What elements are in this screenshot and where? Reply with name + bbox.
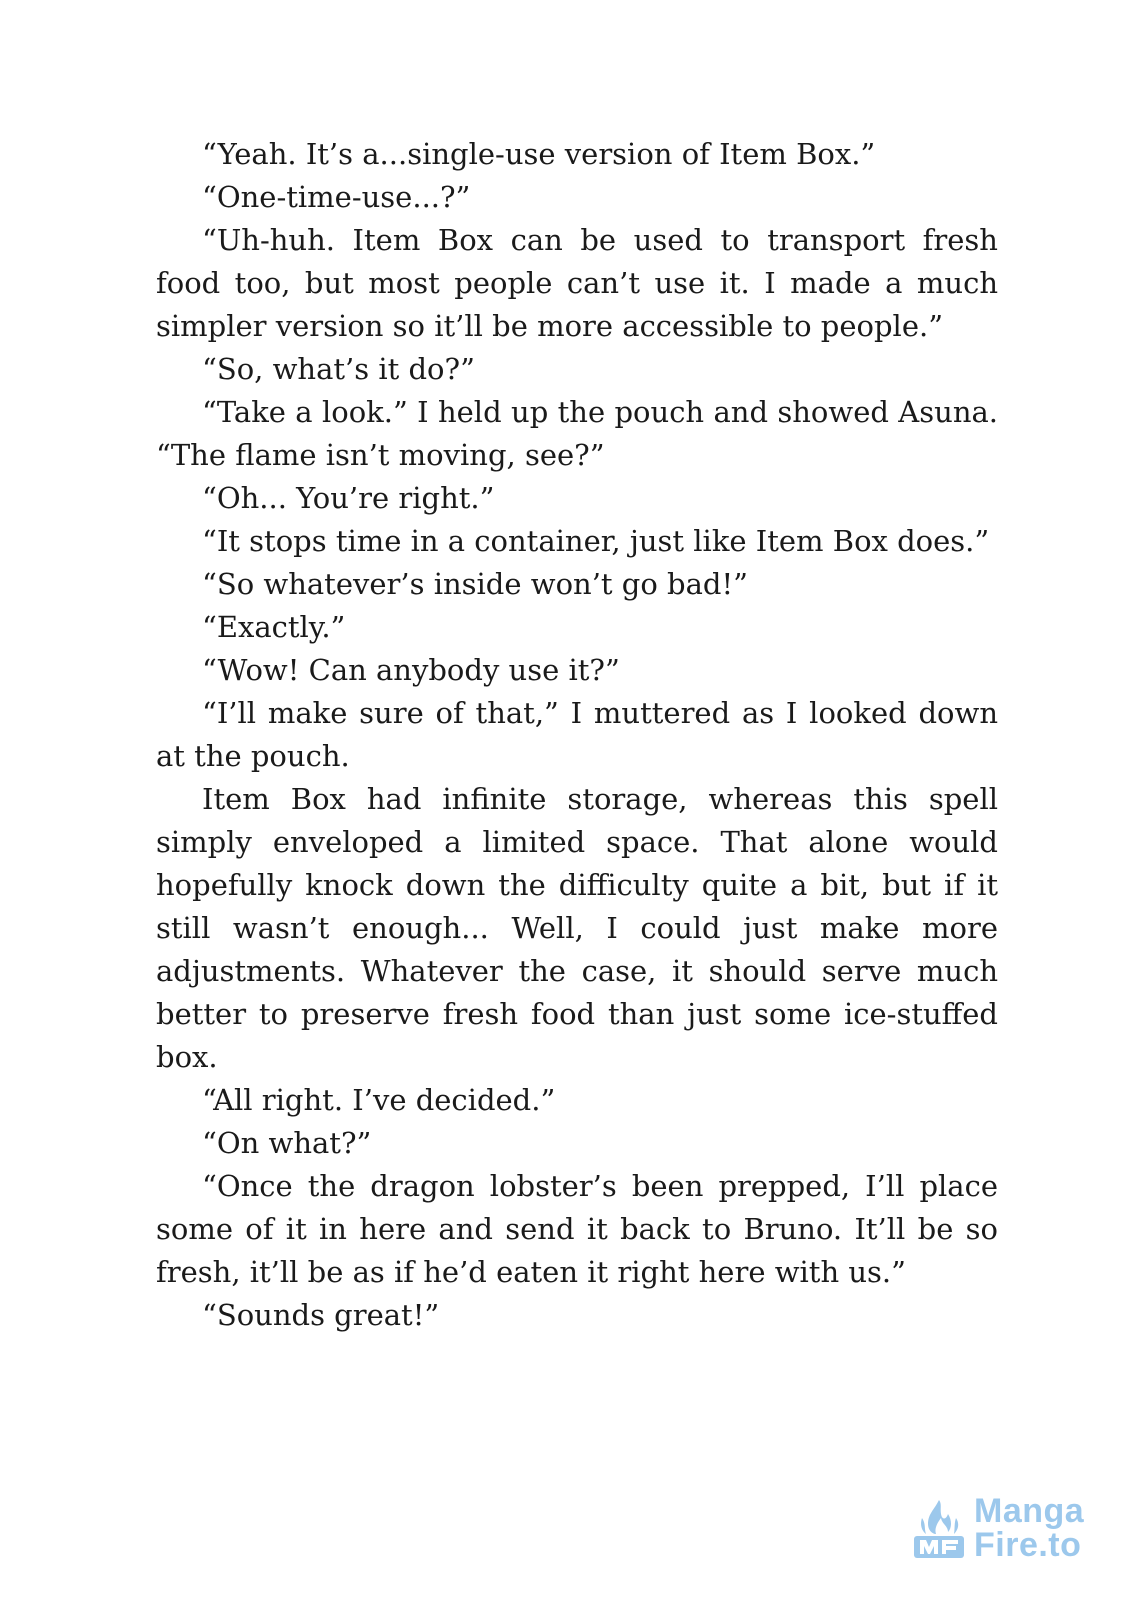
paragraph: “Yeah. It’s a...single-use version of Item Box.” (202, 137, 876, 171)
paragraph: “One-time-use...?” (202, 180, 471, 214)
paragraph: Item Box had infinite storage, whereas this spell simply enveloped a limited space. That alone would hopefully knock down the difficulty quite a bit, but if it still wasn’t enough... Well, I could just make more adjustments. Whatever the case, it should serve much better to preserve fresh food than just some ice-stuffed box. (156, 782, 998, 1074)
paragraph: “Once the dragon lobster’s been prepped, I’ll place some of it in here and send it back to Bruno. It’ll be so fresh, it’ll be as if he’d eaten it right here with us.” (156, 1169, 998, 1289)
paragraph: “Take a look.” I held up the pouch and showed Asuna. “The flame isn’t moving, see?” (156, 395, 998, 472)
paragraph: “Wow! Can anybody use it?” (202, 653, 620, 687)
paragraph: “On what?” (202, 1126, 372, 1160)
paragraph: “It stops time in a container, just like Item Box does.” (202, 524, 990, 558)
watermark-line-2: Fire.to (974, 1526, 1082, 1564)
watermark-text (974, 1494, 1084, 1562)
paragraph: “So whatever’s inside won’t go bad!” (202, 567, 748, 601)
paragraph: “Oh... You’re right.” (202, 481, 495, 515)
paragraph: “All right. I’ve decided.” (202, 1083, 556, 1117)
paragraph: “Exactly.” (202, 610, 346, 644)
body-text (156, 133, 998, 1337)
watermark-line-1: Manga (974, 1492, 1085, 1530)
mangafire-flame-logo-icon (908, 1496, 970, 1562)
paragraph: “I’ll make sure of that,” I muttered as I looked down at the pouch. (156, 696, 998, 773)
paragraph: “Sounds great!” (202, 1298, 440, 1332)
paragraph: “Uh-huh. Item Box can be used to transport fresh food too, but most people can’t use it. I made a much simpler version so it’ll be more accessible to people.” (156, 223, 998, 343)
watermark (908, 1492, 1085, 1564)
paragraph: “So, what’s it do?” (202, 352, 475, 386)
